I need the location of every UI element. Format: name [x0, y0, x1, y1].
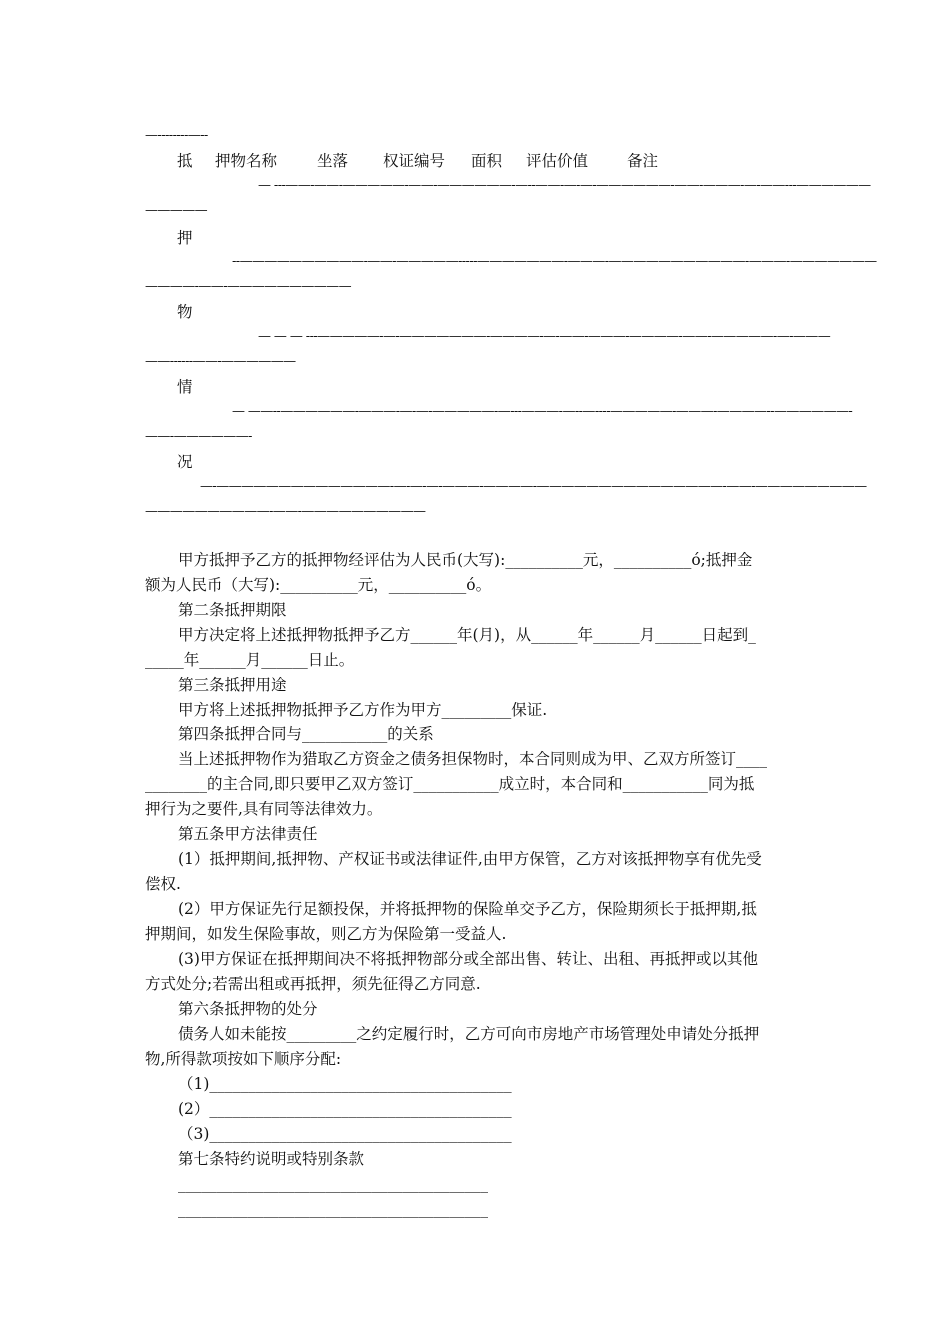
table-row-line: --——————————-——-—————-----———————-———-———————————-———-———————	[232, 254, 877, 269]
clause-line: 甲方将上述抵押物抵押予乙方作为甲方_________保证.	[178, 701, 548, 719]
distribution-item-1: （1)_______________________________________	[178, 1075, 512, 1093]
header-appraised-value: 评估价值	[526, 152, 589, 170]
table-row-line: — — — ---—————-—-———————-————-—-——-———-————-——-—————-—-———	[258, 329, 831, 344]
clause-line: _____年______月______日止。	[145, 651, 355, 669]
clause-line: (1）抵押期间,抵押物、产权证书或法律证件,由甲方保管，乙方对该抵押物享有优先受	[178, 850, 762, 868]
table-row-line: — ---——-——-—————-——-——————-—--——-—-—-——————-——-———-—-——---——————	[258, 178, 871, 193]
header-item-name: 押物名称	[215, 152, 278, 170]
clause-line: 押期间，如发生保险事故，则乙方为保险第一受益人.	[145, 925, 507, 943]
clause-line: 甲方决定将上述抵押物抵押予乙方______年(月)，从______年______月______日起到_	[178, 626, 756, 644]
section-heading-2: 第二条抵押期限	[178, 601, 287, 619]
distribution-item-2: (2）_______________________________________	[178, 1100, 512, 1118]
side-char-wu: 物	[177, 303, 193, 321]
clause-line: 方式处分;若需出租或再抵押，须先征得乙方同意.	[145, 975, 481, 993]
clause-line: 甲方抵押予乙方的抵押物经评估为人民币(大写):__________元，__________ó;抵押金	[178, 551, 753, 569]
header-area: 面积	[471, 152, 503, 170]
section-heading-3: 第三条抵押用途	[178, 676, 287, 694]
table-row-line-wrap: ————-——-——————————	[145, 279, 351, 294]
clause-line: ________的主合同,即只要甲乙双方签订___________成立时，本合同和___________同为抵	[145, 775, 755, 793]
table-row-line: — ——--——————-———-—-—-—————-—---———-—--—----—————-———-————--——————-	[232, 404, 853, 419]
clause-line: 偿权.	[145, 875, 181, 893]
distribution-item-3: （3)_______________________________________	[178, 1125, 512, 1143]
clause-line: (3)甲方保证在抵押期间决不将抵押物部分或全部出售、转让、出租、再抵押或以其他	[178, 950, 758, 968]
section-heading-4: 第四条抵押合同与___________的关系	[178, 725, 434, 743]
clause-line: 债务人如未能按_________之约定履行时，乙方可向市房地产市场管理处申请处分抵押	[178, 1025, 760, 1043]
table-row-line-wrap: —————	[145, 203, 208, 218]
header-remarks: 备注	[627, 152, 659, 170]
clause-line: 物,所得款项按如下顺序分配:	[145, 1050, 342, 1068]
table-row-line-wrap: ——-——————-	[145, 429, 252, 444]
side-char-ya: 押	[177, 229, 193, 247]
clause-line: 当上述抵押物作为猎取乙方资金之债务担保物时，本合同则成为甲、乙双方所签订____	[178, 750, 768, 768]
section-heading-5: 第五条甲方法律责任	[178, 825, 318, 843]
section-heading-7: 第七条特约说明或特别条款	[178, 1150, 365, 1168]
clause-line: (2）甲方保证先行足额投保，并将抵押物的保险单交予乙方，保险期须长于抵押期,抵	[178, 900, 757, 918]
clause-line: 押行为之要件,具有同等法律效力。	[145, 800, 383, 818]
header-certificate-no: 权证编号	[383, 152, 446, 170]
side-char-qing: 情	[177, 378, 193, 396]
header-location: 坐落	[317, 152, 349, 170]
table-row-line-wrap: ——------——-——————	[145, 354, 296, 369]
clause-line: 额为人民币（大写):__________元，__________ó。	[145, 576, 492, 594]
special-terms-blank-line: ________________________________________	[178, 1200, 488, 1218]
header-mortgage-char: 抵	[177, 152, 193, 170]
section-heading-6: 第六条抵押物的处分	[178, 1000, 318, 1018]
special-terms-blank-line: ________________________________________	[178, 1175, 488, 1193]
side-char-kuang: 况	[177, 453, 193, 471]
table-row-line: —-——————————————-—-—-—-———-————-———————————————-——-—————————	[200, 479, 867, 494]
table-row-line-wrap: ——————————-——-——————————	[145, 504, 426, 519]
table-top-dashes: —--------—--	[145, 128, 208, 143]
